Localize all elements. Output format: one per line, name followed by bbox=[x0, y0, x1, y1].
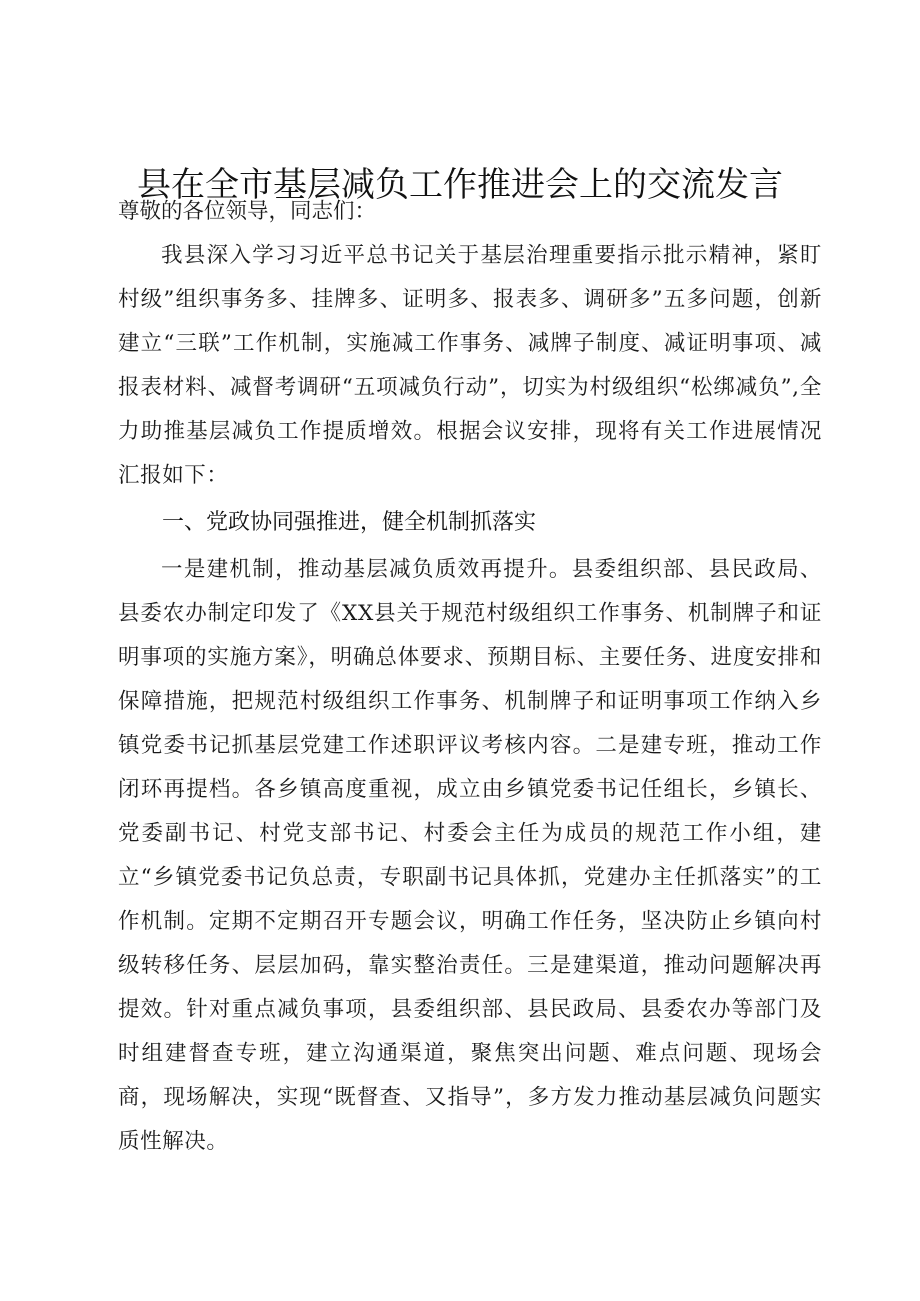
salutation: 尊敬的各位领导，同志们： bbox=[118, 199, 377, 224]
document-body bbox=[118, 190, 822, 1164]
section-heading: 一、党政协同强推进，健全机制抓落实 bbox=[162, 510, 537, 535]
section-paragraph: 一是建机制，推动基层减负质效再提升。县委组织部、县民政局、县委农办制定印发了《XX县关于规范村级组织工作事务、机制牌子和证明事项的实施方案》，明确总体要求、预期目标、主要任务、进度安排和保障措施，把规范村级组织工作事务、机制牌子和证明事项工作纳入乡镇党委书记抓基层党建工作述职评议考核内容。二是建专班，推动工作闭环再提档。各乡镇高度重视，成立由乡镇党委书记任组长，乡镇长、党委副书记、村党支部书记、村委会主任为成员的规范工作小组，建立“乡镇党委书记负总责，专职副书记具体抓，党建办主任抓落实”的工作机制。定期不定期召开专题会议，明确工作任务，坚决防止乡镇向村级转移任务、层层加码，靠实整治责任。三是建渠道，推动问题解决再提效。针对重点减负事项，县委组织部、县民政局、县委农办等部门及时组建督查专班，建立沟通渠道，聚焦突出问题、难点问题、现场会商，现场解决，实现“既督查、又指导”，多方发力推动基层减负问题实质性解决。 bbox=[118, 557, 822, 1154]
intro-paragraph: 我县深入学习习近平总书记关于基层治理重要指示批示精神，紧盯村级”组织事务多、挂牌多、证明多、报表多、调研多”五多问题，创新建立“三联”工作机制，实施减工作事务、减牌子制度、减证明事项、减报表材料、减督考调研“五项减负行动”，切实为村级组织“松绑减负”,全力助推基层减负工作提质增效。根据会议安排，现将有关工作进展情况汇报如下： bbox=[118, 243, 822, 488]
document-title: 县在全市基层减负工作推进会上的交流发言 bbox=[137, 165, 783, 205]
